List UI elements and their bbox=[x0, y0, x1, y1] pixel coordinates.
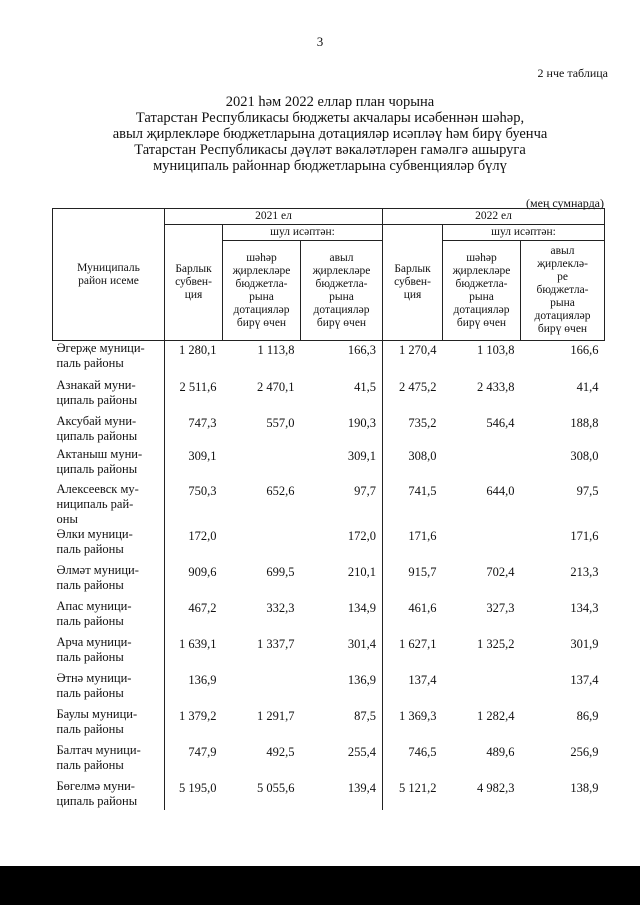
cell-rural-2021: 41,5 bbox=[354, 379, 376, 394]
cell-rural-2022: 301,9 bbox=[570, 636, 599, 651]
cell-urban-2021: 557,0 bbox=[266, 415, 295, 430]
cell-total-2021: 747,3 bbox=[165, 414, 223, 447]
cell-total-2021: 2 511,6 bbox=[165, 378, 223, 414]
header-total-2021: Барлык субвен- ция bbox=[165, 225, 223, 341]
district-name: Аксубай муни- ципаль районы bbox=[56, 413, 138, 443]
header-including-2021: шул исәптән: bbox=[223, 225, 383, 241]
cell-urban-2022: 1 325,2 bbox=[477, 636, 515, 651]
cell-urban-2022: 702,4 bbox=[486, 564, 515, 579]
table-row bbox=[53, 414, 605, 447]
district-name: Әлмәт муници- паль районы bbox=[56, 562, 139, 592]
cell-urban-2021: 1 291,7 bbox=[257, 708, 295, 723]
cell-urban-2022: 546,4 bbox=[486, 415, 515, 430]
cell-urban-2022: 489,6 bbox=[486, 744, 515, 759]
cell-urban-2022 bbox=[443, 671, 521, 707]
cell-rural-2021: 255,4 bbox=[347, 744, 376, 759]
cell-total-2021: 1 280,1 bbox=[165, 341, 223, 378]
cell-rural-2022: 171,6 bbox=[570, 528, 599, 543]
cell-total-2021: 909,6 bbox=[165, 563, 223, 599]
cell-total-2021: 172,0 bbox=[165, 527, 223, 563]
cell-urban-2021: 492,5 bbox=[266, 744, 295, 759]
cell-urban-2022: 1 103,8 bbox=[477, 343, 515, 357]
cell-total-2022: 746,5 bbox=[383, 743, 443, 779]
table-row bbox=[53, 482, 605, 527]
cell-urban-2021 bbox=[223, 671, 301, 707]
cell-rural-2022: 137,4 bbox=[570, 672, 599, 687]
cell-rural-2021: 172,0 bbox=[347, 528, 376, 543]
cell-urban-2021: 332,3 bbox=[266, 600, 295, 615]
cell-total-2022: 5 121,2 bbox=[383, 779, 443, 810]
cell-total-2022: 741,5 bbox=[383, 482, 443, 527]
cell-total-2022: 1 627,1 bbox=[383, 635, 443, 671]
cell-urban-2022: 2 433,8 bbox=[477, 379, 515, 394]
district-name: Апас муници- паль районы bbox=[56, 598, 132, 628]
cell-total-2022: 2 475,2 bbox=[383, 378, 443, 414]
district-name: Арча муници- паль районы bbox=[56, 634, 132, 664]
document-title: 2021 һәм 2022 еллар план чорына Татарстан Республикасы бюджеты акчалары исәбеннән шәһәр, авыл җирлекләре бюджетларына дотацияләр исәплəү һәм бирү буенча Татарстан Республикасы дәүләт вәкаләтләрен гамәлгә ашыруга муниципаль районнар бюджетларына субвенцияләр бүлү bbox=[112, 94, 548, 174]
header-urban-2021: шәһәр җирлекләре бюджетла- рына дотацияләр бирү өчен bbox=[223, 241, 301, 341]
cell-rural-2021: 87,5 bbox=[354, 708, 376, 723]
subvention-table bbox=[52, 208, 605, 810]
cell-total-2022: 171,6 bbox=[383, 527, 443, 563]
page-number: 3 bbox=[316, 34, 324, 49]
cell-rural-2022: 41,4 bbox=[576, 379, 599, 394]
district-name: Балтач муници- паль районы bbox=[56, 742, 141, 772]
cell-total-2021: 1 379,2 bbox=[165, 707, 223, 743]
cell-rural-2022: 134,3 bbox=[570, 600, 599, 615]
units-note: (мең сумнарда) bbox=[526, 196, 604, 210]
cell-total-2022: 1 369,3 bbox=[383, 707, 443, 743]
cell-urban-2022: 1 282,4 bbox=[477, 708, 515, 723]
cell-rural-2022: 86,9 bbox=[576, 708, 599, 723]
table-row bbox=[53, 635, 605, 671]
header-year-2022: 2022 ел bbox=[383, 209, 605, 225]
table-row bbox=[53, 447, 605, 482]
cell-rural-2021: 190,3 bbox=[347, 415, 376, 430]
header-district: Муниципаль район исеме bbox=[53, 209, 165, 341]
cell-total-2022: 308,0 bbox=[383, 447, 443, 482]
cell-urban-2021: 699,5 bbox=[266, 564, 295, 579]
table-row bbox=[53, 341, 605, 378]
cell-rural-2021: 301,4 bbox=[347, 636, 376, 651]
cell-urban-2021: 652,6 bbox=[266, 483, 295, 498]
header-urban-2022: шәһәр җирлекләре бюджетла- рына дотацияләр бирү өчен bbox=[443, 241, 521, 341]
cell-urban-2021: 2 470,1 bbox=[257, 379, 295, 394]
cell-urban-2022 bbox=[443, 527, 521, 563]
district-name: Бөгелмә муни- ципаль районы bbox=[56, 778, 138, 808]
cell-urban-2021 bbox=[223, 447, 301, 482]
cell-urban-2021 bbox=[223, 527, 301, 563]
cell-total-2021: 5 195,0 bbox=[165, 779, 223, 810]
table-row bbox=[53, 378, 605, 414]
cell-total-2021: 1 639,1 bbox=[165, 635, 223, 671]
table-row bbox=[53, 527, 605, 563]
table-row bbox=[53, 671, 605, 707]
cell-urban-2022: 327,3 bbox=[486, 600, 515, 615]
header-rural-2021: авыл җирлекләре бюджетла- рына дотацияләр бирү өчен bbox=[301, 241, 383, 341]
cell-total-2021: 750,3 bbox=[165, 482, 223, 527]
cell-rural-2021: 97,7 bbox=[354, 483, 376, 498]
district-name: Әгерҗе муници- паль районы bbox=[56, 341, 145, 370]
scan-border bbox=[0, 866, 640, 905]
cell-rural-2022: 138,9 bbox=[570, 780, 599, 795]
cell-total-2021: 747,9 bbox=[165, 743, 223, 779]
district-name: Азнакай муни- ципаль районы bbox=[56, 377, 138, 407]
cell-total-2021: 467,2 bbox=[165, 599, 223, 635]
cell-total-2022: 735,2 bbox=[383, 414, 443, 447]
cell-total-2021: 136,9 bbox=[165, 671, 223, 707]
header-total-2022: Барлык субвен- ция bbox=[383, 225, 443, 341]
cell-urban-2022: 4 982,3 bbox=[477, 780, 515, 795]
cell-rural-2022: 256,9 bbox=[570, 744, 599, 759]
cell-rural-2022: 166,6 bbox=[570, 343, 599, 357]
cell-rural-2021: 139,4 bbox=[347, 780, 376, 795]
header-year-2021: 2021 ел bbox=[165, 209, 383, 225]
table-label: 2 нче таблица bbox=[537, 66, 608, 80]
cell-rural-2021: 210,1 bbox=[347, 564, 376, 579]
cell-urban-2021: 1 337,7 bbox=[257, 636, 295, 651]
table-row bbox=[53, 563, 605, 599]
cell-rural-2022: 188,8 bbox=[570, 415, 599, 430]
cell-urban-2022 bbox=[443, 447, 521, 482]
table-row bbox=[53, 599, 605, 635]
district-name: Алексеевск му- ниципаль рай- оны bbox=[56, 481, 139, 526]
cell-rural-2022: 213,3 bbox=[570, 564, 599, 579]
district-name: Актаныш муни- ципаль районы bbox=[56, 446, 143, 476]
cell-total-2022: 461,6 bbox=[383, 599, 443, 635]
cell-urban-2022: 644,0 bbox=[486, 483, 515, 498]
cell-total-2022: 1 270,4 bbox=[383, 341, 443, 378]
cell-rural-2021: 134,9 bbox=[347, 600, 376, 615]
district-name: Баулы муници- паль районы bbox=[56, 706, 138, 736]
cell-rural-2021: 166,3 bbox=[347, 343, 376, 357]
cell-rural-2022: 308,0 bbox=[570, 448, 599, 463]
district-name: Әлки муници- паль районы bbox=[56, 526, 133, 556]
cell-rural-2022: 97,5 bbox=[576, 483, 599, 498]
table-row bbox=[53, 779, 605, 810]
district-name: Әтнә муници- паль районы bbox=[56, 670, 132, 700]
table-row bbox=[53, 707, 605, 743]
header-including-2022: шул исәптән: bbox=[443, 225, 605, 241]
cell-urban-2021: 5 055,6 bbox=[257, 780, 295, 795]
cell-total-2022: 137,4 bbox=[383, 671, 443, 707]
cell-rural-2021: 136,9 bbox=[347, 672, 376, 687]
cell-urban-2021: 1 113,8 bbox=[257, 343, 295, 357]
cell-total-2022: 915,7 bbox=[383, 563, 443, 599]
table-row bbox=[53, 743, 605, 779]
cell-total-2021: 309,1 bbox=[165, 447, 223, 482]
header-rural-2022: авыл җирлеклә- ре бюджетла- рына дотацияләр бирү өчен bbox=[521, 241, 605, 341]
cell-rural-2021: 309,1 bbox=[347, 448, 376, 463]
